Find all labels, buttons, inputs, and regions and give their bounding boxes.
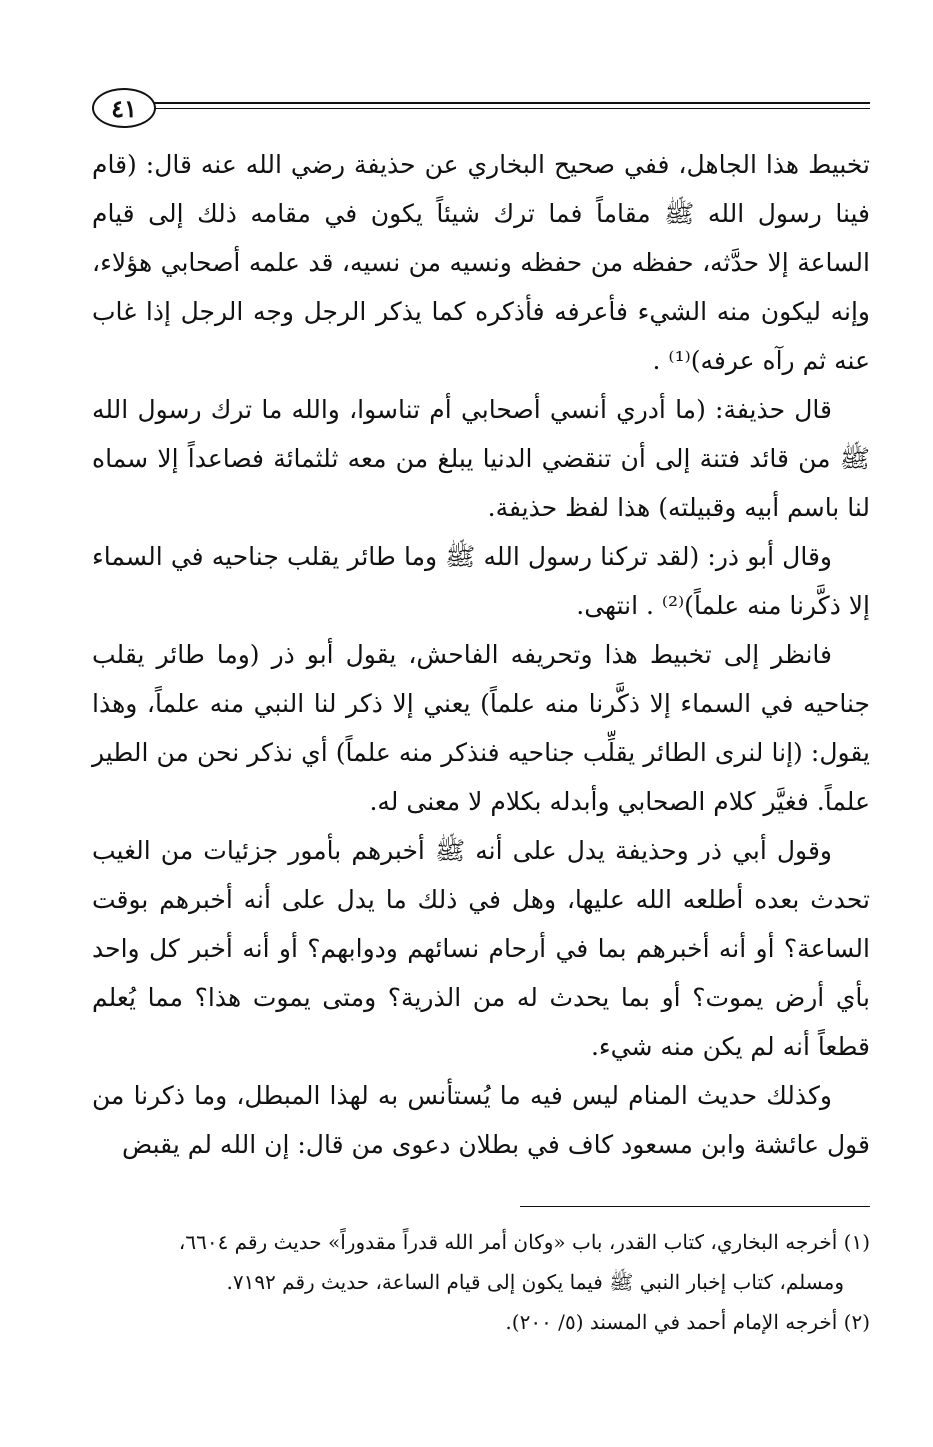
paragraph: وكذلك حديث المنام ليس فيه ما يُستأنس به لهذا المبطل، وما ذكرنا من قول عائشة وابن مسعود كاف في بطلان دعوى من قال: إن الله لم يقبض [92,1081,870,1159]
footnote: (١) أخرجه البخاري، كتاب القدر، باب «وكان أمر الله قدراً مقدوراً» حديث رقم ٦٦٠٤، [178,1230,870,1254]
body-text [92,140,870,1169]
footnote-continuation: ومسلم، كتاب إخبار النبي ﷺ فيما يكون إلى قيام الساعة، حديث رقم ٧١٩٢. [226,1270,844,1294]
paragraph: قال حذيفة: (ما أدري أنسي أصحابي أم تناسوا، والله ما ترك رسول الله ﷺ من قائد فتنة إلى أن تنقضي الدنيا يبلغ من معه ثلثمائة فصاعداً إلا سماه لنا باسم أبيه وقبيلته) هذا لفظ حذيفة. [92,395,870,522]
paragraph: تخبيط هذا الجاهل، ففي صحيح البخاري عن حذيفة رضي الله عنه قال: (قام فينا رسول الله ﷺ مقاماً فما ترك شيئاً يكون في مقامه ذلك إلى قيام الساعة إلا حدَّثه، حفظه من حفظه ونسيه من نسيه، قد علمه أصحابي هؤلاء، وإنه ليكون منه الشيء فأعرفه فأذكره كما يذكر الرجل وجه الرجل إذا غاب عنه ثم رآه عرفه)⁽¹⁾ . [92,150,870,375]
footnote-separator [520,1206,870,1207]
page-number: ٤١ [92,88,156,128]
footnotes [92,1222,870,1342]
paragraph: وقول أبي ذر وحذيفة يدل على أنه ﷺ أخبرهم بأمور جزئيات من الغيب تحدث بعده أطلعه الله عليها، وهل في ذلك ما يدل على أنه أخبرهم بوقت الساعة؟ أو أنه أخبرهم بما في أرحام نسائهم ودوابهم؟ أو أنه أخبر كل واحد بأي أرض يموت؟ أو بما يحدث له من الذرية؟ ومتى يموت هذا؟ مما يُعلم قطعاً أنه لم يكن منه شيء. [92,836,870,1061]
footnote: (٢) أخرجه الإمام أحمد في المسند (٥/ ٢٠٠). [505,1310,870,1334]
page-header [92,82,870,132]
paragraph: وقال أبو ذر: (لقد تركنا رسول الله ﷺ وما طائر يقلب جناحيه في السماء إلا ذكَّرنا منه علماً)⁽²⁾ . انتهى. [92,542,870,620]
header-rule [154,102,870,112]
paragraph: فانظر إلى تخبيط هذا وتحريفه الفاحش، يقول أبو ذر (وما طائر يقلب جناحيه في السماء إلا ذكَّرنا منه علماً) يعني إلا ذكر لنا النبي منه علماً، وهذا يقول: (إنا لنرى الطائر يقلِّب جناحيه فنذكر منه علماً) أي نذكر نحن من الطير علماً. فغيَّر كلام الصحابي وأبدله بكلام لا معنى له. [92,640,870,816]
